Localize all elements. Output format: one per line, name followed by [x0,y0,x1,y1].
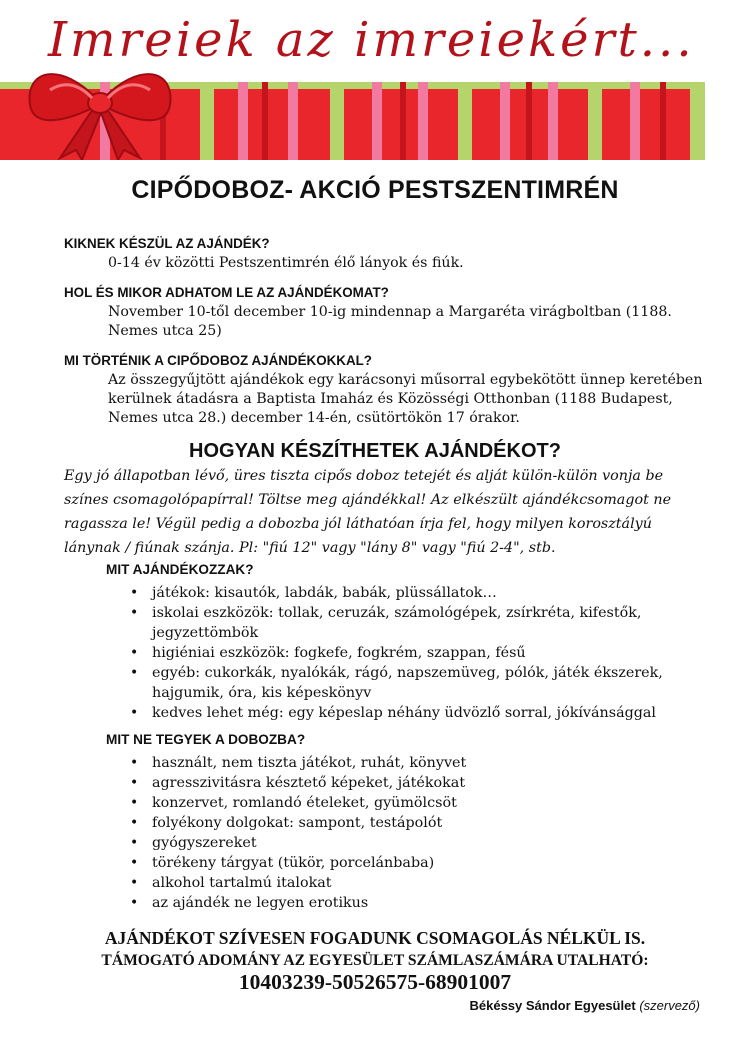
faq-question: MI TÖRTÉNIK A CIPŐDOBOZ AJÁNDÉKOKKAL? [64,353,372,368]
faq-answer: November 10-től december 10-ig mindennap a Margaréta virágboltban (1188. Nemes utca 25) [108,304,672,339]
what-not-to-give-section [106,732,706,913]
faq-section [64,234,704,438]
list-item: • kedves lehet még: egy képeslap néhány üdvözlő sorral, jókívánsággal [106,703,706,723]
list-item: • egyéb: cukorkák, nyalókák, rágó, napszemüveg, pólók, játék ékszerek, hajgumik, óra, kis képeskönyv [106,663,706,703]
faq-question: KIKNEK KÉSZÜL AZ AJÁNDÉK? [64,236,270,251]
list-item: • folyékony dolgokat: sampont, testápolót [106,813,706,833]
forbidden-list [106,753,706,913]
list-item: • alkohol tartalmú italokat [106,873,706,893]
howto-title: HOGYAN KÉSZÍTHETEK AJÁNDÉKOT? [189,440,561,462]
list-item: • játékok: kisautók, labdák, babák, plüssállatok… [106,583,706,603]
faq-answer: Az összegyűjtött ajándékok egy karácsonyi műsorral egybekötött ünnep keretében kerülnek átadásra a Baptista Imaház és Közösségi Otthonban (1188 Budapest, Nemes utca 28.) december 14-én, csütörtökön 17 órakor. [108,372,703,426]
list-item: • agresszivitásra késztető képeket, játékokat [106,773,706,793]
organizer-role: (szervező) [639,998,700,1013]
section-heading: MIT NE TEGYEK A DOBOZBA? [106,732,306,747]
what-to-give-section [106,562,706,723]
list-item: • konzervet, romlandó ételeket, gyümölcsöt [106,793,706,813]
banner-title: Imreiek az imreiekért... [48,12,695,68]
howto-instructions: Egy jó állapotban lévő, üres tiszta cipős doboz tetejét és alját külön-külön vonja be színes csomagolópapírral! Töltse meg ajándékkal! Az elkészült ajándékcsomagot ne ragassza le! Végül pedig a dobozba jól láthatóan írja fel, hogy milyen korosztályú lánynak / fiúnak szánja. Pl: "fiú 12" vagy "lány 8" vagy "fiú 2-4", stb. [64,468,672,556]
list-item: • törékeny tárgyat (tükör, porcelánbaba) [106,853,706,873]
footer-notice: AJÁNDÉKOT SZÍVESEN FOGADUNK CSOMAGOLÁS NÉLKÜL IS. [104,928,646,948]
page-title: CIPŐDOBOZ- AKCIÓ PESTSZENTIMRÉN [131,176,619,204]
bank-account-number: 10403239-50526575-68901007 [238,970,512,994]
organizer-name: Békéssy Sándor Egyesület [469,998,636,1013]
list-item: • gyógyszereket [106,833,706,853]
list-item: • iskolai eszközök: tollak, ceruzák, számológépek, zsírkréta, kifestők, jegyzettömbök [106,603,706,643]
organizer-credit [469,998,700,1013]
gift-list [106,583,706,723]
list-item: • higiéniai eszközök: fogkefe, fogkrém, szappan, fésű [106,643,706,663]
footer-donation-note: TÁMOGATÓ ADOMÁNY AZ EGYESÜLET SZÁMLASZÁMÁRA UTALHATÓ: [101,952,649,969]
faq-answer: 0-14 év közötti Pestszentimrén élő lányok és fiúk. [108,255,464,271]
list-item: • használt, nem tiszta játékot, ruhát, könyvet [106,753,706,773]
header-banner [0,0,750,165]
list-item: • az ajándék ne legyen erotikus [106,893,706,913]
faq-question: HOL ÉS MIKOR ADHATOM LE AZ AJÁNDÉKOMAT? [64,285,389,300]
section-heading: MIT AJÁNDÉKOZZAK? [106,562,254,577]
